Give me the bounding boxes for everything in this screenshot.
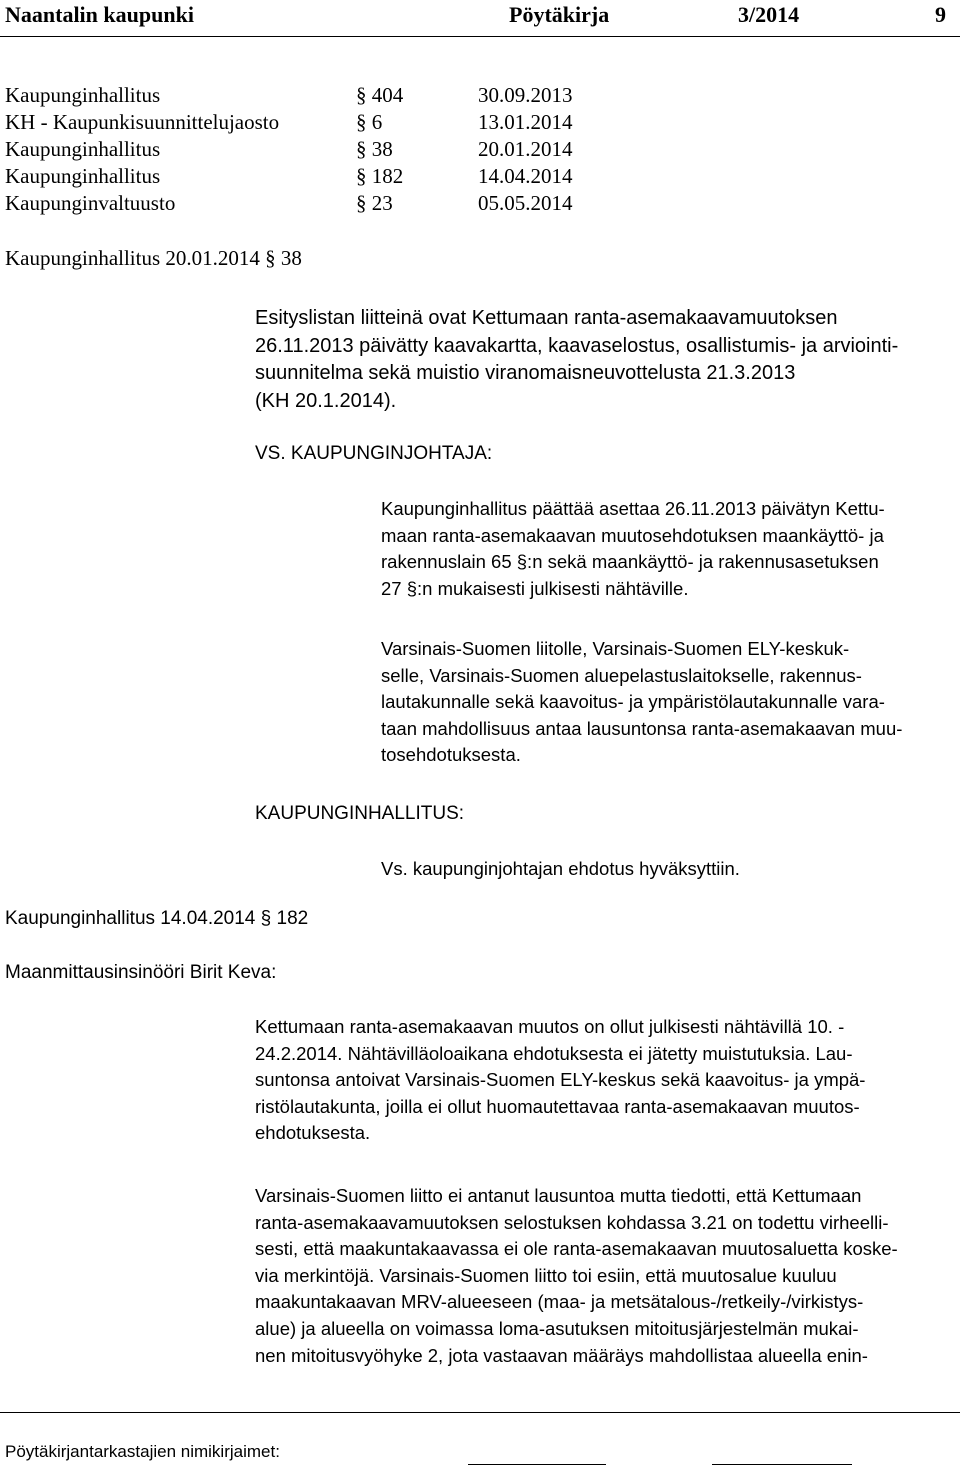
history-row-date: 30.09.2013 <box>478 83 573 107</box>
signature-line <box>468 1464 606 1465</box>
page-number: 9 <box>935 2 946 27</box>
body-paragraph: Varsinais-Suomen liitto ei antanut lausuntoa mutta tiedotti, että Kettumaan ranta-asemakaavamuutoksen selostuksen kohdassa 3.21 on todettu virheelli- sesti, että maakuntakaavassa ei ole ranta-asemakaavan muutosaluetta koske- via merkintöjä. Varsinais-Suomen liitto toi esiin, että muutosalue kuuluu maakuntakaavan MRV-alueeseen (maa- ja metsätalous-/retkeily-/virkistys- alue) ja alueella on voimassa loma-asutuksen mitoitusjärjestelmän mukai- nen mitoitusvyöhyke 2, jota vastaavan määräys mahdollistaa alueella enin- <box>255 1185 898 1366</box>
issue-number: 3/2014 <box>738 2 800 27</box>
doc-type: Pöytäkirja <box>509 2 610 27</box>
history-row-section: § 6 <box>356 110 383 134</box>
meeting-heading: Kaupunginhallitus 20.01.2014 § 38 <box>5 246 302 270</box>
history-row-body: Kaupunginvaltuusto <box>5 191 176 215</box>
footer-initials-label: Pöytäkirjantarkastajien nimikirjaimet: <box>5 1442 280 1461</box>
header-rule <box>0 36 960 37</box>
history-row-section: § 38 <box>356 137 393 161</box>
body-paragraph: Kettumaan ranta-asemakaavan muutos on ollut julkisesti nähtävillä 10. - 24.2.2014. Nähtävilläoloaikana ehdotuksesta ei jätetty muistutuksia. Lau- suntonsa antoivat Varsinais-Suomen ELY-keskus sekä kaavoitus- ja ympä- ristölautakunta, joilla ei ollut huomautettavaa ranta-asemakaavan muutos- ehdotuksesta. <box>255 1016 866 1144</box>
org-name: Naantalin kaupunki <box>5 2 194 27</box>
history-row-date: 20.01.2014 <box>478 137 573 161</box>
history-row-section: § 182 <box>356 164 404 188</box>
meeting-heading: Kaupunginhallitus 14.04.2014 § 182 <box>5 908 309 929</box>
history-row-body: Kaupunginhallitus <box>5 137 161 161</box>
proposal-paragraph: Varsinais-Suomen liitolle, Varsinais-Suomen ELY-keskuk- selle, Varsinais-Suomen aluepelastuslaitokselle, rakennus- lautakunnalle sekä kaavoitus- ja ympäristölautakunnalle vara- taan mahdollisuus antaa lausuntonsa ranta-asemakaavan muu- tosehdotuksesta. <box>381 638 903 766</box>
footer-rule <box>0 1412 960 1413</box>
history-row-body: KH - Kaupunkisuunnittelujaosto <box>5 110 280 134</box>
decision-label: KAUPUNGINHALLITUS: <box>255 803 465 824</box>
history-row-date: 13.01.2014 <box>478 110 573 134</box>
proposer-label: VS. KAUPUNGINJOHTAJA: <box>255 443 493 464</box>
agenda-attachments-paragraph: Esityslistan liitteinä ovat Kettumaan ranta-asemakaavamuutoksen 26.11.2013 päivätty kaavakartta, kaavaselostus, osallistumis- ja arviointi- suunnitelma sekä muistio viranomaisneuvottelusta 21.3.2013 (KH 20.1.2014). <box>255 307 899 412</box>
history-row-date: 14.04.2014 <box>478 164 573 188</box>
decision-text: Vs. kaupunginjohtajan ehdotus hyväksyttiin. <box>381 858 740 879</box>
preparer-label: Maanmittausinsinööri Birit Keva: <box>5 962 277 983</box>
history-row-body: Kaupunginhallitus <box>5 83 161 107</box>
history-row-section: § 404 <box>356 83 404 107</box>
history-row-date: 05.05.2014 <box>478 191 573 215</box>
signature-line <box>712 1464 852 1465</box>
history-row-body: Kaupunginhallitus <box>5 164 161 188</box>
history-row-section: § 23 <box>356 191 393 215</box>
proposal-paragraph: Kaupunginhallitus päättää asettaa 26.11.2013 päivätyn Kettu- maan ranta-asemakaavan muutosehdotuksen maankäyttö- ja rakennuslain 65 §:n sekä maankäyttö- ja rakennusasetuksen 27 §:n mukaisesti julkisesti nähtäville. <box>381 498 885 599</box>
